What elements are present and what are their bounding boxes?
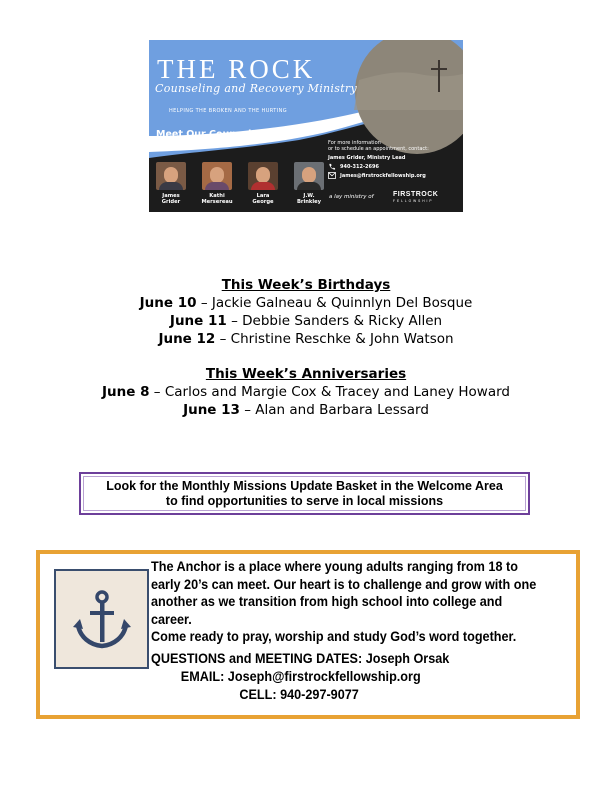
- church-subname: FELLOWSHIP: [393, 199, 434, 203]
- counselor-first-name: Kathi: [209, 193, 225, 199]
- ministry-lead: James Grider, Ministry Lead: [328, 154, 406, 161]
- counselor-james: [153, 162, 189, 205]
- counselor-photo: [202, 162, 232, 190]
- counselor-photo: [156, 162, 186, 190]
- church-name: FIRSTROCK: [393, 191, 439, 198]
- phone-icon: [328, 163, 336, 170]
- anchor-line-3: another as we transition from high school into college and career.: [151, 594, 503, 627]
- firstrock-logo: [393, 191, 438, 205]
- birthdays-section: [0, 276, 612, 348]
- birthday-names: – Debbie Sanders & Ricky Allen: [226, 313, 443, 329]
- birthday-names: – Jackie Galneau & Quinnlyn Del Bosque: [196, 295, 473, 311]
- contact-info: [328, 140, 458, 179]
- anchor-image: [54, 569, 149, 669]
- meet-counselors-heading: Meet Our Counselors: [156, 129, 269, 140]
- counselor-lara: [245, 162, 281, 205]
- banner-tagline: HELPING THE BROKEN AND THE HURTING: [169, 108, 288, 114]
- anniversary-date: June 8: [102, 384, 150, 400]
- birthday-names: – Christine Reschke & John Watson: [215, 331, 454, 347]
- birthdays-heading: This Week’s Birthdays: [221, 277, 391, 293]
- anniversary-date: June 13: [183, 402, 240, 418]
- info-line-1: For more information: [328, 140, 381, 146]
- lay-ministry-text: a lay ministry of: [329, 194, 374, 200]
- questions-line: QUESTIONS and MEETING DATES: Joseph Orsak: [151, 651, 450, 666]
- birthday-date: June 11: [169, 313, 227, 329]
- counselor-last-name: Mersereau: [201, 199, 233, 205]
- anchor-ministry-box: [36, 550, 580, 719]
- anchor-email: EMAIL: Joseph@firstrockfellowship.org: [180, 669, 421, 684]
- anniversaries-heading: This Week’s Anniversaries: [205, 366, 407, 382]
- info-line-2: or to schedule an appointment, contact:: [328, 146, 429, 153]
- missions-notice-text: [83, 476, 526, 511]
- counselor-photo: [248, 162, 278, 190]
- anniversary-item: [0, 383, 612, 401]
- counselor-first-name: J.W.: [303, 193, 315, 199]
- missions-line-2: to find opportunities to serve in local missions: [165, 493, 444, 508]
- anniversary-item: [0, 401, 612, 419]
- anchor-line-1: The Anchor is a place where young adults ranging from 18 to: [151, 559, 518, 574]
- email-address: James@firstrockfellowship.org: [340, 172, 426, 179]
- missions-notice-box: [79, 472, 530, 515]
- anchor-line-2: early 20’s can meet. Our heart is to challenge and grow with one: [151, 576, 537, 592]
- birthday-item: [0, 312, 612, 330]
- anchor-icon: [72, 589, 132, 651]
- phone-row: [328, 163, 458, 170]
- email-row: [328, 172, 458, 179]
- anniversaries-section: [0, 365, 612, 419]
- counselor-jw: [291, 162, 327, 205]
- anniversary-names: – Carlos and Margie Cox & Tracey and Laney Howard: [149, 384, 510, 400]
- counselor-kathi: [199, 162, 235, 205]
- banner-subtitle: Counseling and Recovery Ministry: [155, 82, 357, 95]
- counselor-last-name: Brinkley: [296, 199, 322, 205]
- birthday-date: June 10: [139, 295, 197, 311]
- counselor-last-name: George: [252, 199, 274, 205]
- phone-number: 940-312-2696: [340, 163, 379, 170]
- birthday-item: [0, 294, 612, 312]
- counselor-list: [153, 162, 327, 205]
- birthday-item: [0, 330, 612, 348]
- counselor-photo: [294, 162, 324, 190]
- rock-ministry-banner: [149, 40, 463, 212]
- counselor-first-name: James: [162, 193, 180, 199]
- counselor-last-name: Grider: [161, 199, 181, 205]
- anchor-contact: [151, 650, 449, 704]
- banner-title: THE ROCK: [157, 54, 316, 84]
- anchor-cell: CELL: 940-297-9077: [239, 687, 359, 702]
- birthday-date: June 12: [158, 331, 216, 347]
- counselor-first-name: Lara: [256, 193, 270, 199]
- anchor-description: [151, 558, 542, 646]
- anniversary-names: – Alan and Barbara Lessard: [239, 402, 429, 418]
- missions-line-1: Look for the Monthly Missions Update Basket in the Welcome Area: [106, 478, 503, 493]
- mail-icon: [328, 172, 336, 179]
- anchor-line-4: Come ready to pray, worship and study God’s word together.: [151, 629, 517, 644]
